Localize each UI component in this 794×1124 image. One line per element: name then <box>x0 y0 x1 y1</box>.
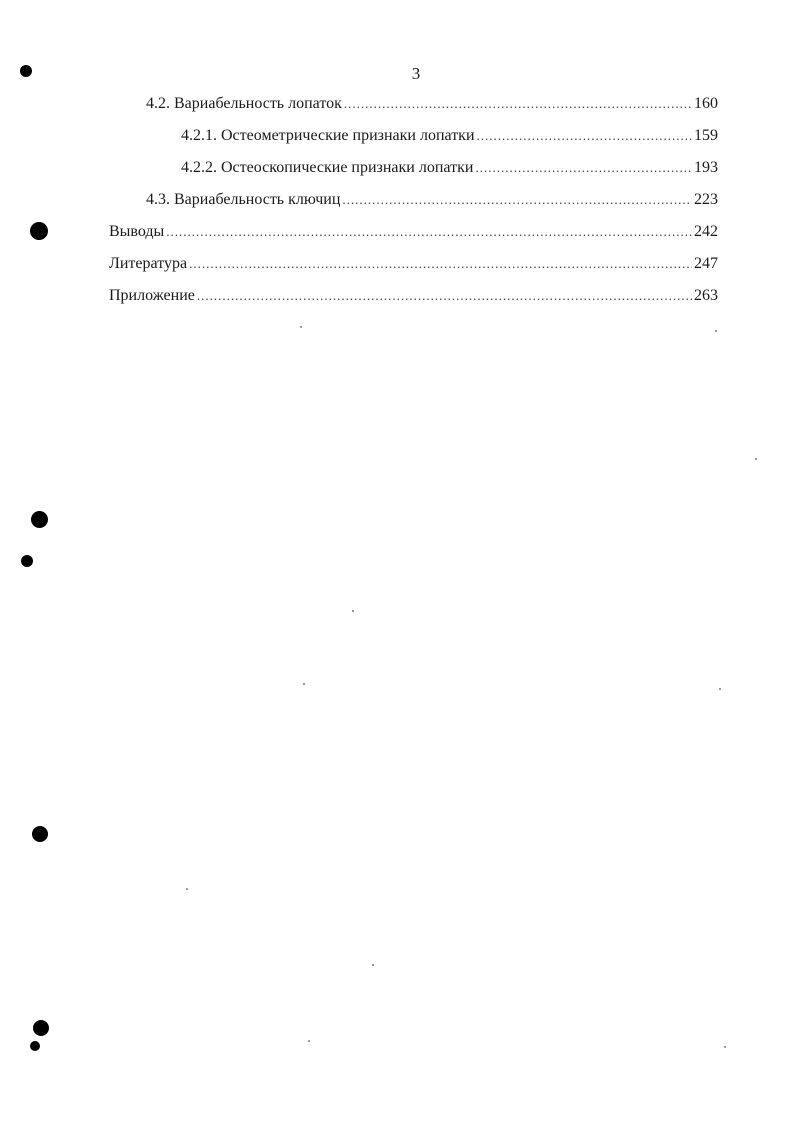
scan-speck <box>186 888 188 890</box>
toc-entry-page: 263 <box>694 287 718 304</box>
punch-hole-mark <box>30 222 48 240</box>
punch-hole-mark <box>33 1020 49 1036</box>
dot-leader <box>166 222 692 242</box>
dot-leader <box>342 190 692 210</box>
punch-hole-mark <box>32 826 48 842</box>
toc-entry-page: 159 <box>694 127 718 144</box>
dot-leader <box>344 94 692 114</box>
punch-hole-mark <box>31 511 48 528</box>
dot-leader <box>477 126 692 146</box>
toc-entry-literature <box>109 254 718 274</box>
page-number: 3 <box>411 64 421 83</box>
toc-entry-title: 4.2.1. Остеометрические признаки лопатки <box>181 127 475 144</box>
scan-speck <box>352 610 354 612</box>
scan-speck <box>300 326 302 328</box>
scan-speck <box>715 330 717 332</box>
scan-speck <box>719 688 721 690</box>
toc-entry-title: Литература <box>109 255 188 272</box>
toc-entry-page: 247 <box>694 255 718 272</box>
toc-entry-title: 4.2.2. Остеоскопические признаки лопатки <box>181 159 474 176</box>
punch-hole-mark <box>30 1041 40 1051</box>
scan-speck <box>755 458 757 460</box>
toc-entry-4-2-1 <box>181 126 718 146</box>
toc-entry-page: 223 <box>694 191 718 208</box>
toc-entry-title: 4.3. Вариабельность ключиц <box>146 191 341 208</box>
toc-entry-conclusions <box>109 222 718 242</box>
toc-entry-appendix <box>109 286 718 306</box>
punch-hole-mark <box>20 65 32 77</box>
toc-entry-page: 193 <box>694 159 718 176</box>
toc-entry-4-2 <box>146 94 718 114</box>
dot-leader <box>197 286 692 306</box>
dot-leader <box>189 254 692 274</box>
scan-speck <box>724 1046 726 1048</box>
scan-speck <box>303 683 305 685</box>
toc-entry-4-2-2 <box>181 158 718 178</box>
toc-entry-page: 160 <box>694 95 718 112</box>
toc-entry-4-3 <box>146 190 718 210</box>
dot-leader <box>475 158 692 178</box>
scan-speck <box>308 1040 310 1042</box>
punch-hole-mark <box>21 555 33 567</box>
scan-speck <box>372 964 374 966</box>
toc-entry-title: Выводы <box>109 223 165 240</box>
toc-entry-title: 4.2. Вариабельность лопаток <box>146 95 342 112</box>
toc-entry-title: Приложение <box>109 287 195 304</box>
toc-entry-page: 242 <box>694 223 718 240</box>
